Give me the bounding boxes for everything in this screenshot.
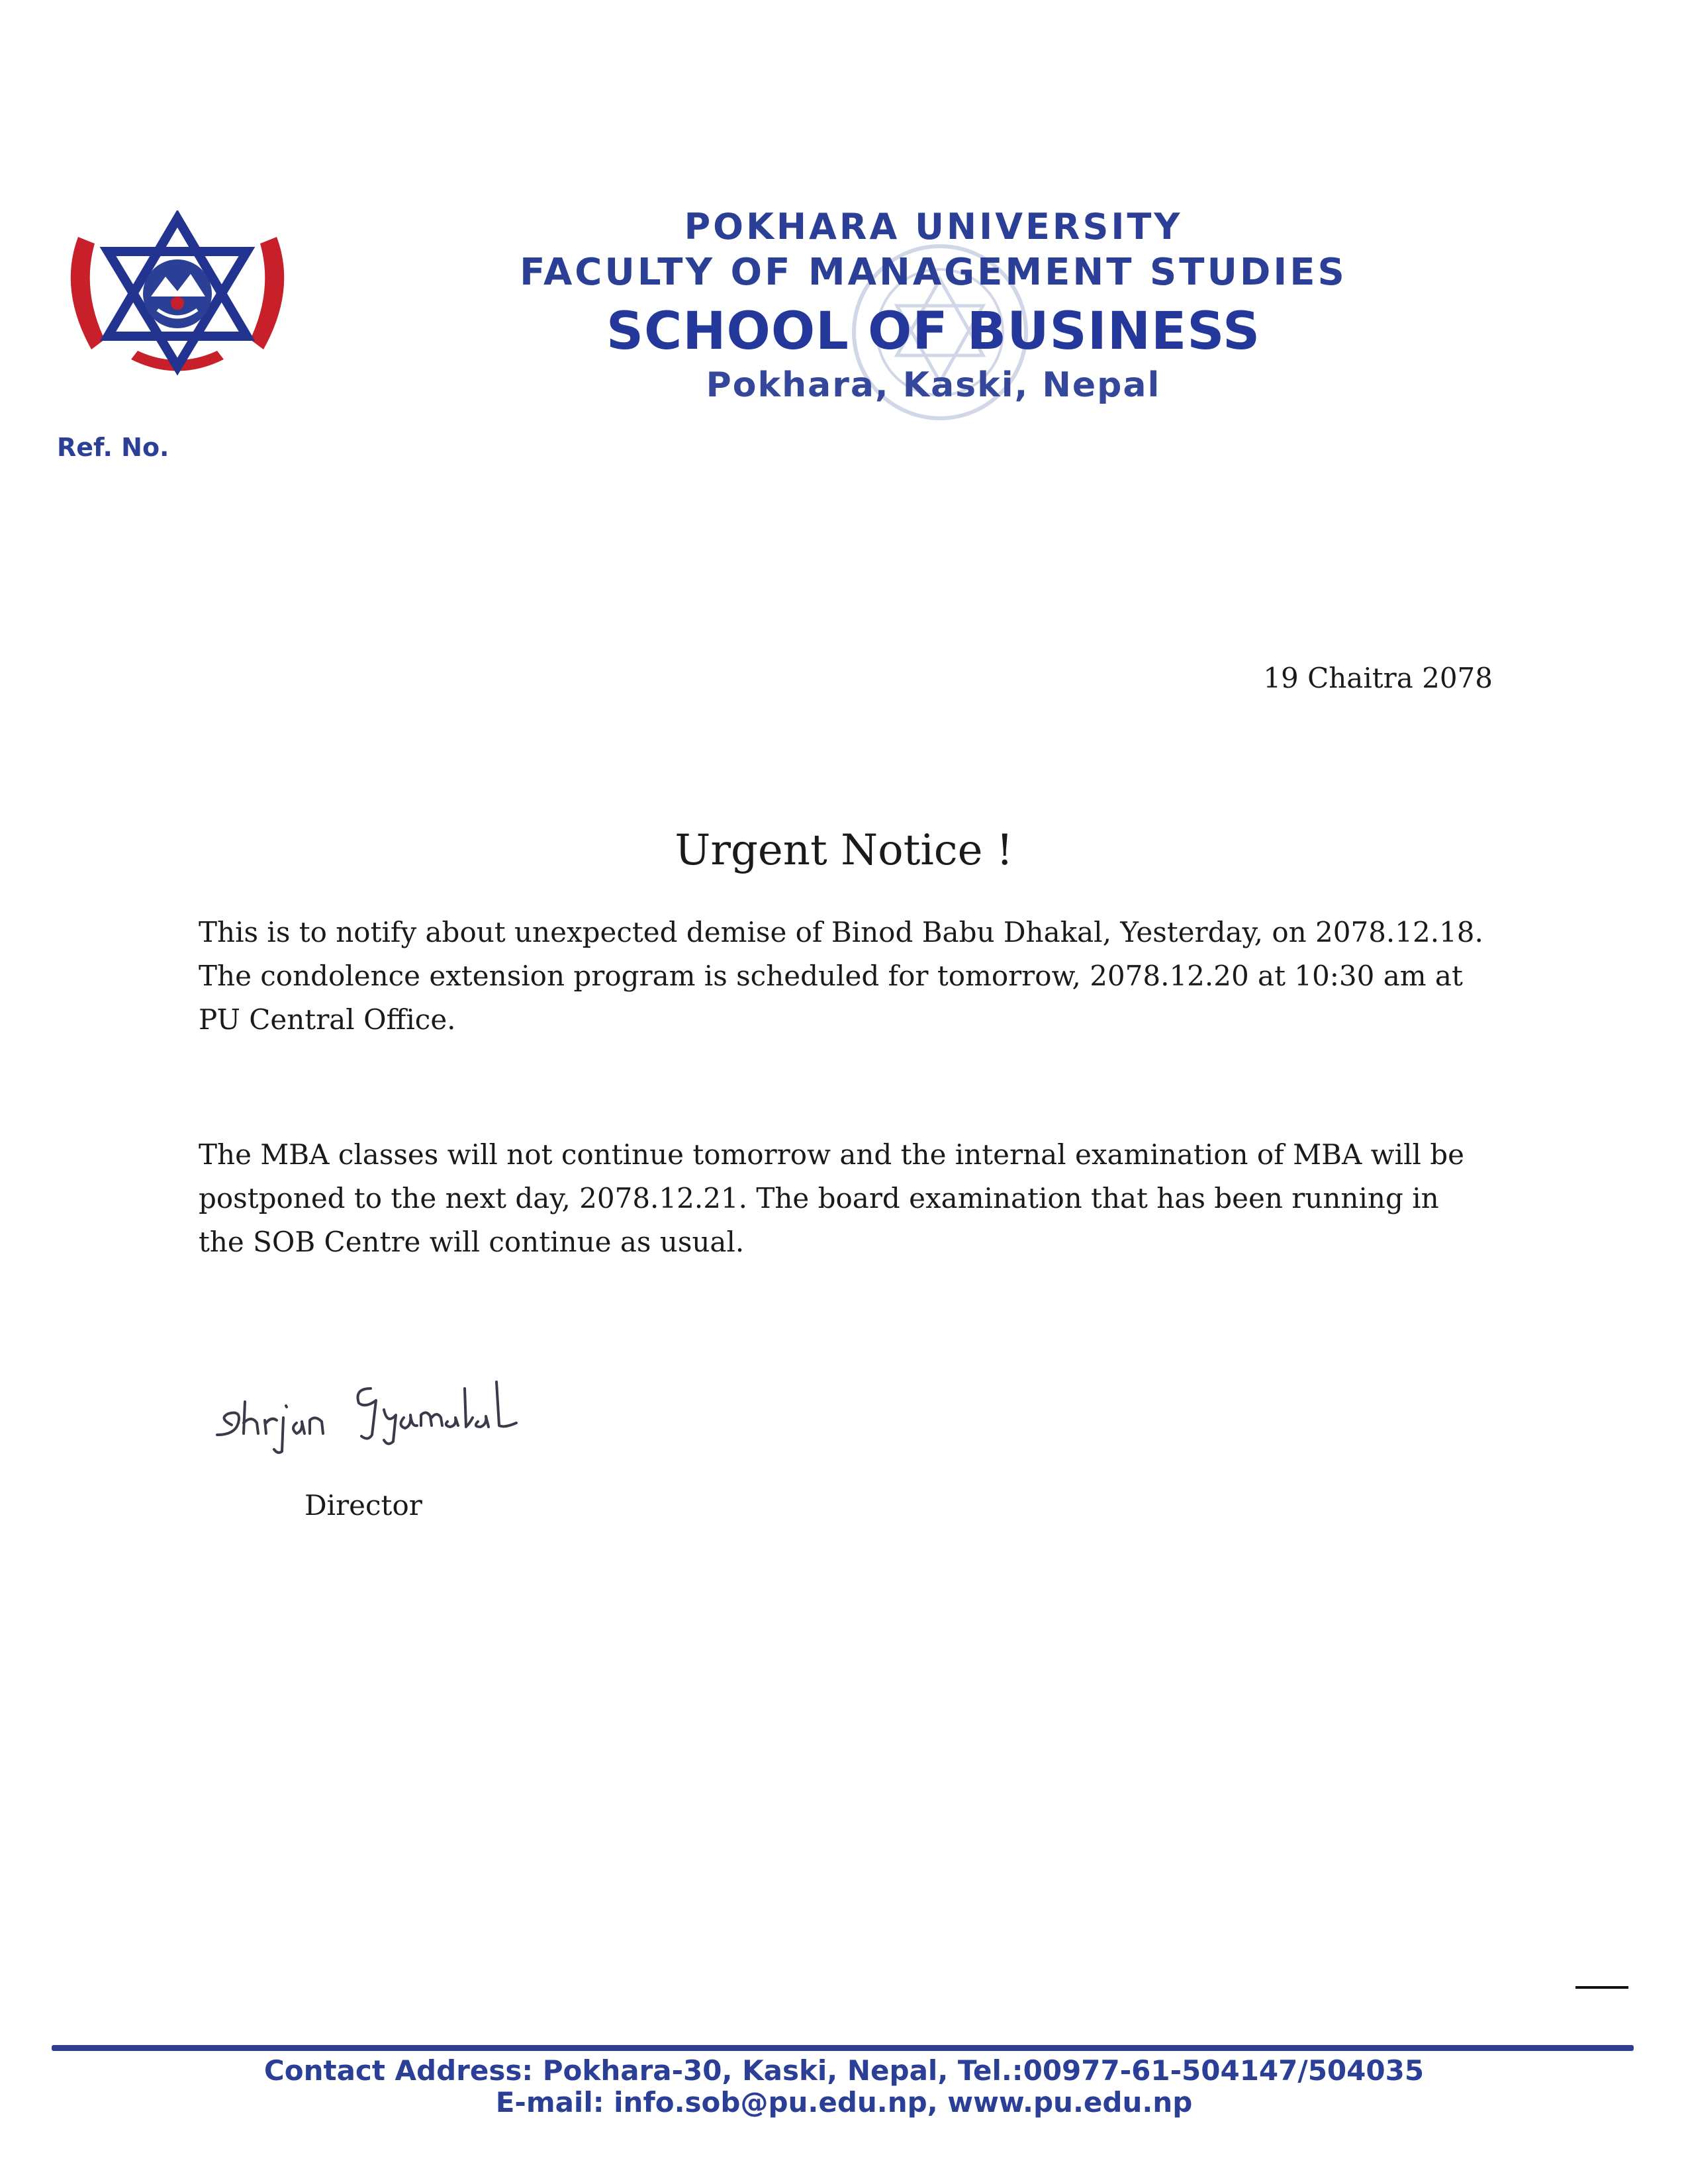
notice-paragraph-2: The MBA classes will not continue tomorrow and the internal examination of MBA will be postponed to the next day, 2078.12.21. The board examination that has been running in the SOB Centre will continue as usual. <box>199 1138 1464 1258</box>
university-logo-icon <box>52 210 303 383</box>
signatory-title: Director <box>305 1489 422 1522</box>
footer-email-web: E-mail: info.sob@pu.edu.np, www.pu.edu.np <box>495 2086 1193 2118</box>
handwritten-signature <box>205 1362 563 1461</box>
margin-mark <box>1575 1986 1628 1989</box>
ref-number-label: Ref. No. <box>57 433 169 462</box>
letterhead-school: SCHOOL OF BUSINESS <box>606 302 1261 361</box>
notice-title: Urgent Notice ! <box>675 826 1013 875</box>
letterhead-faculty: FACULTY OF MANAGEMENT STUDIES <box>520 251 1347 294</box>
notice-paragraph-1: This is to notify about unexpected demise of Binod Babu Dhakal, Yesterday, on 2078.12.18. The condolence extension program is scheduled for tomorrow, 2078.12.20 at 10:30 am at PU Central Office. <box>199 916 1483 1036</box>
footer-divider <box>52 2045 1634 2051</box>
notice-date: 19 Chaitra 2078 <box>1263 662 1493 694</box>
letterhead-address: Pokhara, Kaski, Nepal <box>706 365 1161 405</box>
letterhead-university: POKHARA UNIVERSITY <box>684 206 1183 248</box>
footer-contact-address: Contact Address: Pokhara-30, Kaski, Nepal, Tel.:00977-61-504147/504035 <box>263 2054 1425 2087</box>
